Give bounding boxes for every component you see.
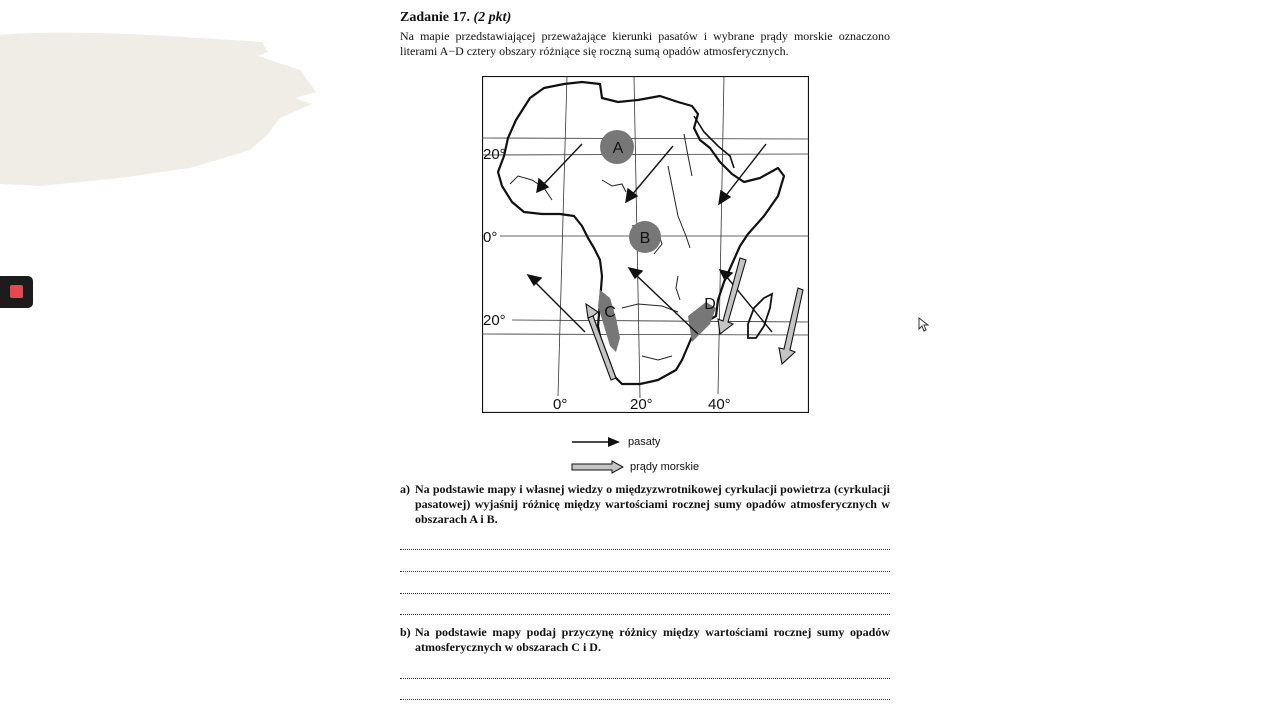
answer-line-a2[interactable] <box>400 570 890 572</box>
current-arrow-icon <box>570 460 624 474</box>
question-b-text: Na podstawie mapy podaj przyczynę różnicy między wartościami rocznej sumy opadów atmosferycznych w obszarach C i D. <box>415 625 890 654</box>
africa-map <box>482 76 809 413</box>
legend-row-currents <box>570 459 699 475</box>
task-points: (2 pkt) <box>473 10 512 25</box>
question-b <box>400 625 890 655</box>
question-a-text: Na podstawie mapy i własnej wiedzy o międzyzwrotnikowej cyrkulacji powietrza (cyrkulacji pasatowej) wyjaśnij różnicę między wartościami rocznej sumy opadów atmosferycznych w obszarach A i B. <box>415 482 890 526</box>
lon-label-20: 20° <box>630 396 653 413</box>
answer-line-a1[interactable] <box>400 548 890 550</box>
lat-label-0: 0° <box>483 229 498 246</box>
lon-label-40: 40° <box>708 396 731 413</box>
map-legend <box>570 432 730 478</box>
lon-label-0: 0° <box>553 396 568 413</box>
mouse-cursor-icon <box>918 317 930 333</box>
area-b-label: B <box>639 230 651 247</box>
paint-stroke-decoration <box>0 0 330 200</box>
lat-label-20n: 20° <box>483 146 506 163</box>
answer-line-b1[interactable] <box>400 677 890 679</box>
task-number: Zadanie 17. <box>400 10 471 25</box>
record-button[interactable] <box>0 276 33 308</box>
lat-label-20s: 20° <box>483 312 506 329</box>
question-a-label: a) <box>400 482 410 496</box>
area-d-label: D <box>704 296 716 313</box>
task-title <box>400 10 511 26</box>
legend-currents-label: prądy morskie <box>630 461 700 473</box>
answer-line-a3[interactable] <box>400 592 890 594</box>
legend-trade-winds-label: pasaty <box>628 436 661 448</box>
area-a-label: A <box>612 140 624 157</box>
answer-line-b2[interactable] <box>400 698 890 700</box>
question-b-label: b) <box>400 625 411 639</box>
question-a <box>400 482 890 527</box>
legend-row-trade-winds <box>570 434 660 450</box>
area-c-label: C <box>604 304 616 321</box>
trade-wind-arrow-icon <box>570 436 622 448</box>
record-icon <box>10 285 23 298</box>
answer-line-a4[interactable] <box>400 613 890 615</box>
task-intro: Na mapie przedstawiającej przeważające kierunki pasatów i wybrane prądy morskie oznaczono literami A−D cztery obszary różniące się roczną sumą opadów atmosferycznych. <box>400 29 890 58</box>
